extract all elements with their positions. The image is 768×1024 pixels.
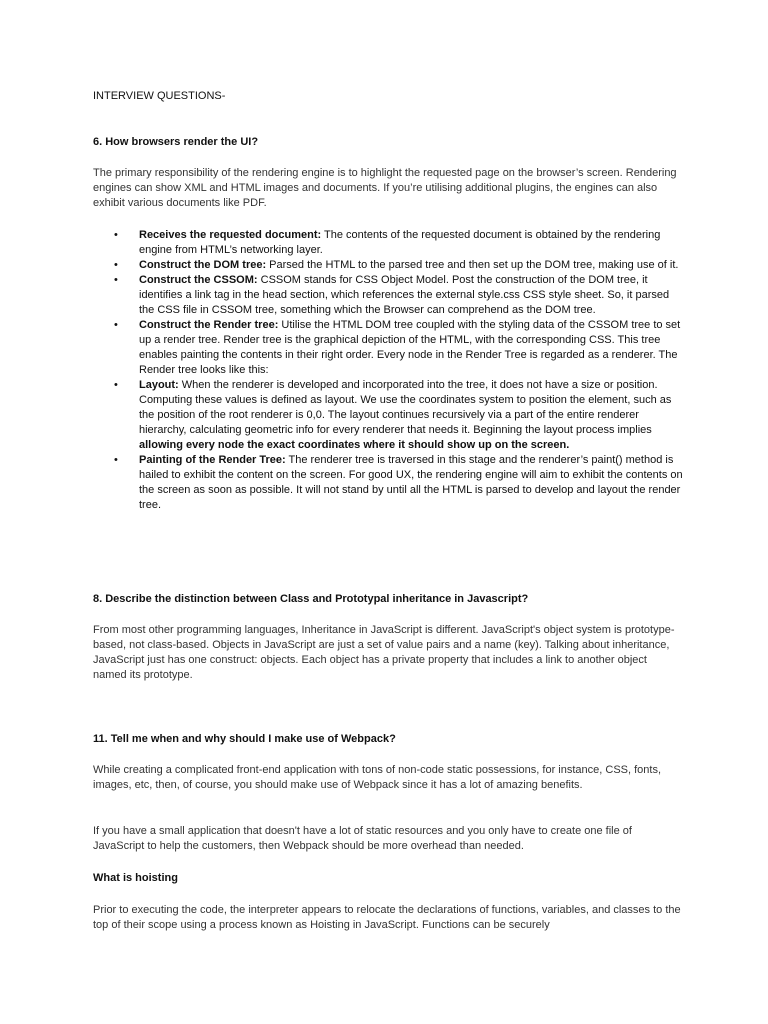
rendering-steps-list — [93, 228, 683, 513]
bullet-icon: • — [114, 259, 118, 271]
list-item-text: Utilise the HTML DOM tree coupled with the styling data of the CSSOM tree to set up a render tree. Render tree is the graphical depiction of the HTML, with the corresponding CSS. This tree enables painting the contents in their right order. Every node in the Render Tree is regarded as a renderer. The Render tree looks like this: — [139, 319, 681, 376]
list-item-text: Parsed the HTML to the parsed tree and then set up the DOM tree, making use of it. — [266, 259, 679, 271]
list-item-term: Receives the requested document: — [139, 229, 322, 241]
list-item-term: Construct the CSSOM: — [139, 274, 258, 286]
bullet-icon: • — [114, 379, 118, 391]
heading-hoisting: What is hoisting — [93, 872, 178, 884]
list-item-text: The contents of the requested document is obtained by the rendering engine from HTML’s networking layer. — [139, 229, 661, 256]
document-title: INTERVIEW QUESTIONS- — [93, 90, 226, 102]
question-heading-11: 11. Tell me when and why should I make use of Webpack? — [93, 733, 396, 745]
list-item-text: The renderer tree is traversed in this stage and the renderer’s paint() method is hailed to exhibit the content on the screen. For good UX, the rendering engine will aim to exhibit the contents on the screen as soon as possible. It will not stand by until all the HTML is parsed to develop and layout the render tree. — [139, 454, 683, 511]
bullet-icon: • — [114, 319, 118, 331]
paragraph-hoisting: Prior to executing the code, the interpreter appears to relocate the declarations of functions, variables, and classes to the top of their scope using a process known as Hoisting in JavaScript. Functions can be securely — [93, 904, 681, 931]
list-item — [93, 453, 683, 513]
bullet-icon: • — [114, 274, 118, 286]
paragraph-rendering-intro: The primary responsibility of the rendering engine is to highlight the requested page on the browser’s screen. Rendering engines can show XML and HTML images and documents. If you’re utilising additional plugins, the engines can also exhibit various documents like PDF. — [93, 167, 677, 209]
bullet-icon: • — [114, 454, 118, 466]
paragraph-webpack-when: While creating a complicated front-end application with tons of non-code static possessions, for instance, CSS, fonts, images, etc, then, of course, you should make use of Webpack since it has a lot of amazing benefits. — [93, 764, 662, 791]
list-item-text: When the renderer is developed and incorporated into the tree, it does not have a size or position. Computing these values is defined as layout. We use the coordinates system to position the element, such as the position of the root renderer is 0,0. The layout continues recursively via a part of the entire renderer hierarchy, calculating geometric info for every renderer that needs it. Beginning the layout process implies — [139, 379, 672, 436]
list-item — [93, 318, 683, 378]
bullet-icon: • — [114, 229, 118, 241]
question-heading-6: 6. How browsers render the UI? — [93, 136, 259, 148]
list-item-term: Construct the Render tree: — [139, 319, 279, 331]
list-item-emphasis: allowing every node the exact coordinates where it should show up on the screen. — [139, 439, 570, 451]
paragraph-webpack-small-app: If you have a small application that doesn't have a lot of static resources and you only have to create one file of JavaScript to help the customers, then Webpack should be more overhead than needed. — [93, 825, 632, 852]
question-heading-8: 8. Describe the distinction between Class and Prototypal inheritance in Javascript? — [93, 593, 529, 605]
list-item-term: Painting of the Render Tree: — [139, 454, 286, 466]
list-item — [93, 228, 683, 258]
list-item — [93, 258, 683, 273]
paragraph-inheritance: From most other programming languages, Inheritance in JavaScript is different. JavaScript's object system is prototype-based, not class-based. Objects in JavaScript are just a set of value pairs and a name (key). Talking about inheritance, JavaScript just has one construct: objects. Each object has a private property that includes a link to another object named its prototype. — [93, 624, 675, 681]
list-item — [93, 273, 683, 318]
list-item-text: CSSOM stands for CSS Object Model. Post the construction of the DOM tree, it identifies a link tag in the head section, which references the external style.css CSS style sheet. So, it parsed the CSS file in CSSOM tree, something which the Browser can comprehend as the DOM tree. — [139, 274, 670, 316]
list-item-term: Layout: — [139, 379, 179, 391]
list-item — [93, 378, 683, 453]
list-item-term: Construct the DOM tree: — [139, 259, 267, 271]
